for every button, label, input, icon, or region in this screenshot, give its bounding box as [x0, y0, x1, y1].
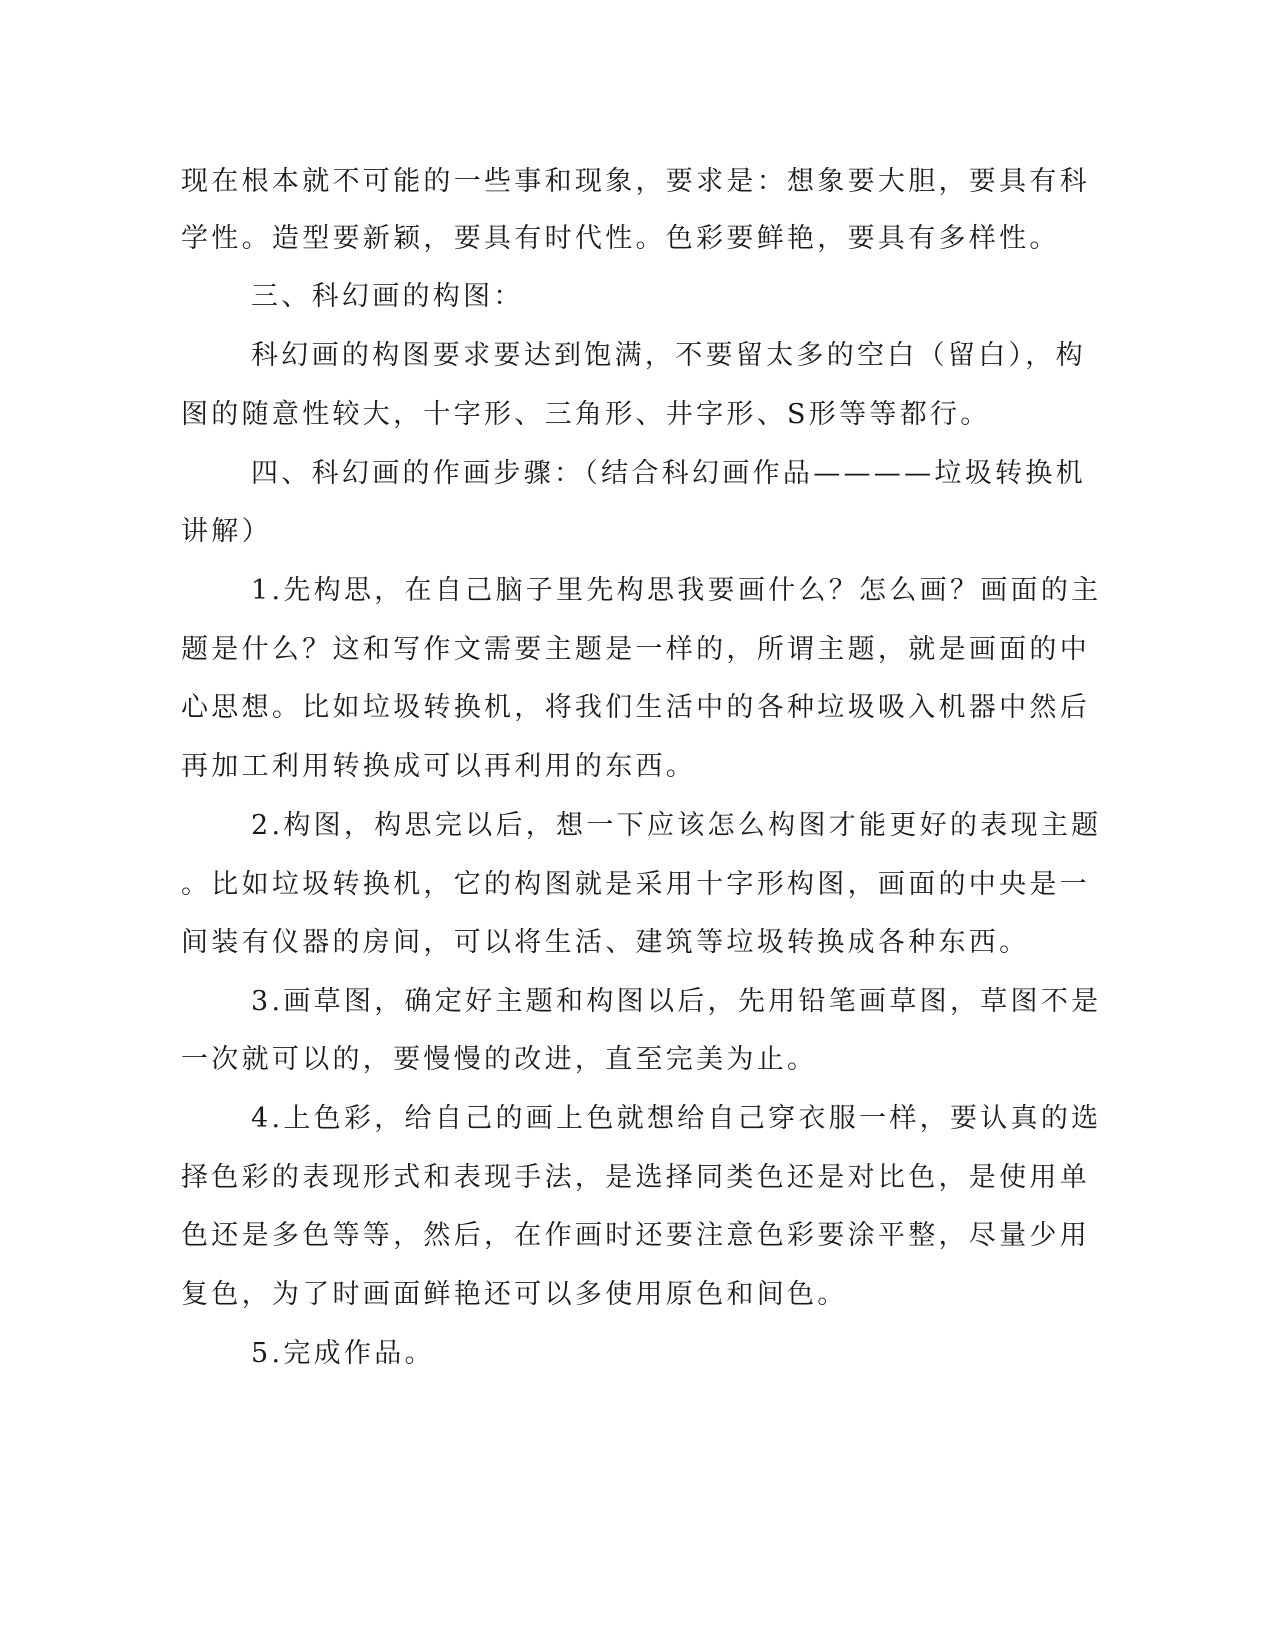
text-line: 择色彩的表现形式和表现手法，是选择同类色还是对比色，是使用单	[181, 1162, 1090, 1193]
text-line: 科幻画的构图要求要达到饱满，不要留太多的空白（留白），构	[251, 340, 1086, 371]
text-line: 色还是多色等等，然后，在作画时还要注意色彩要涂平整，尽量少用	[181, 1220, 1090, 1251]
step-item: 2.构图，构思完以后，想一下应该怎么构图才能更好的表现主题	[251, 810, 1102, 841]
text-line: 图的随意性较大，十字形、三角形、井字形、S形等等都行。	[181, 399, 991, 430]
step-item: 1.先构思，在自己脑子里先构思我要画什么？怎么画？画面的主	[251, 575, 1102, 606]
text-line: 一次就可以的，要慢慢的改进，直至完美为止。	[181, 1044, 818, 1075]
text-line: 间装有仪器的房间，可以将生活、建筑等垃圾转换成各种东西。	[181, 927, 1030, 958]
step-item: 5.完成作品。	[251, 1338, 435, 1369]
text-line: 题是什么？这和写作文需要主题是一样的，所谓主题，就是画面的中	[181, 634, 1090, 665]
text-line: 学性。造型要新颖，要具有时代性。色彩要鲜艳，要具有多样性。	[181, 223, 1060, 254]
text-line: 复色，为了时画面鲜艳还可以多使用原色和间色。	[181, 1279, 848, 1310]
text-line: 心思想。比如垃圾转换机，将我们生活中的各种垃圾吸入机器中然后	[181, 692, 1090, 723]
step-item: 4.上色彩，给自己的画上色就想给自己穿衣服一样，要认真的选	[251, 1103, 1102, 1134]
text-line: 讲解）	[181, 516, 272, 547]
section-heading: 三、科幻画的构图：	[251, 281, 524, 312]
step-item: 3.画草图，确定好主题和构图以后，先用铅笔画草图，草图不是	[251, 986, 1102, 1017]
text-line: 现在根本就不可能的一些事和现象，要求是：想象要大胆，要具有科	[181, 166, 1090, 197]
text-line: 再加工利用转换成可以再利用的东西。	[181, 751, 697, 782]
section-heading: 四、科幻画的作画步骤：（结合科幻画作品————垃圾转换机	[251, 458, 1086, 489]
text-line: 。比如垃圾转换机，它的构图就是采用十字形构图，画面的中央是一	[181, 869, 1090, 900]
